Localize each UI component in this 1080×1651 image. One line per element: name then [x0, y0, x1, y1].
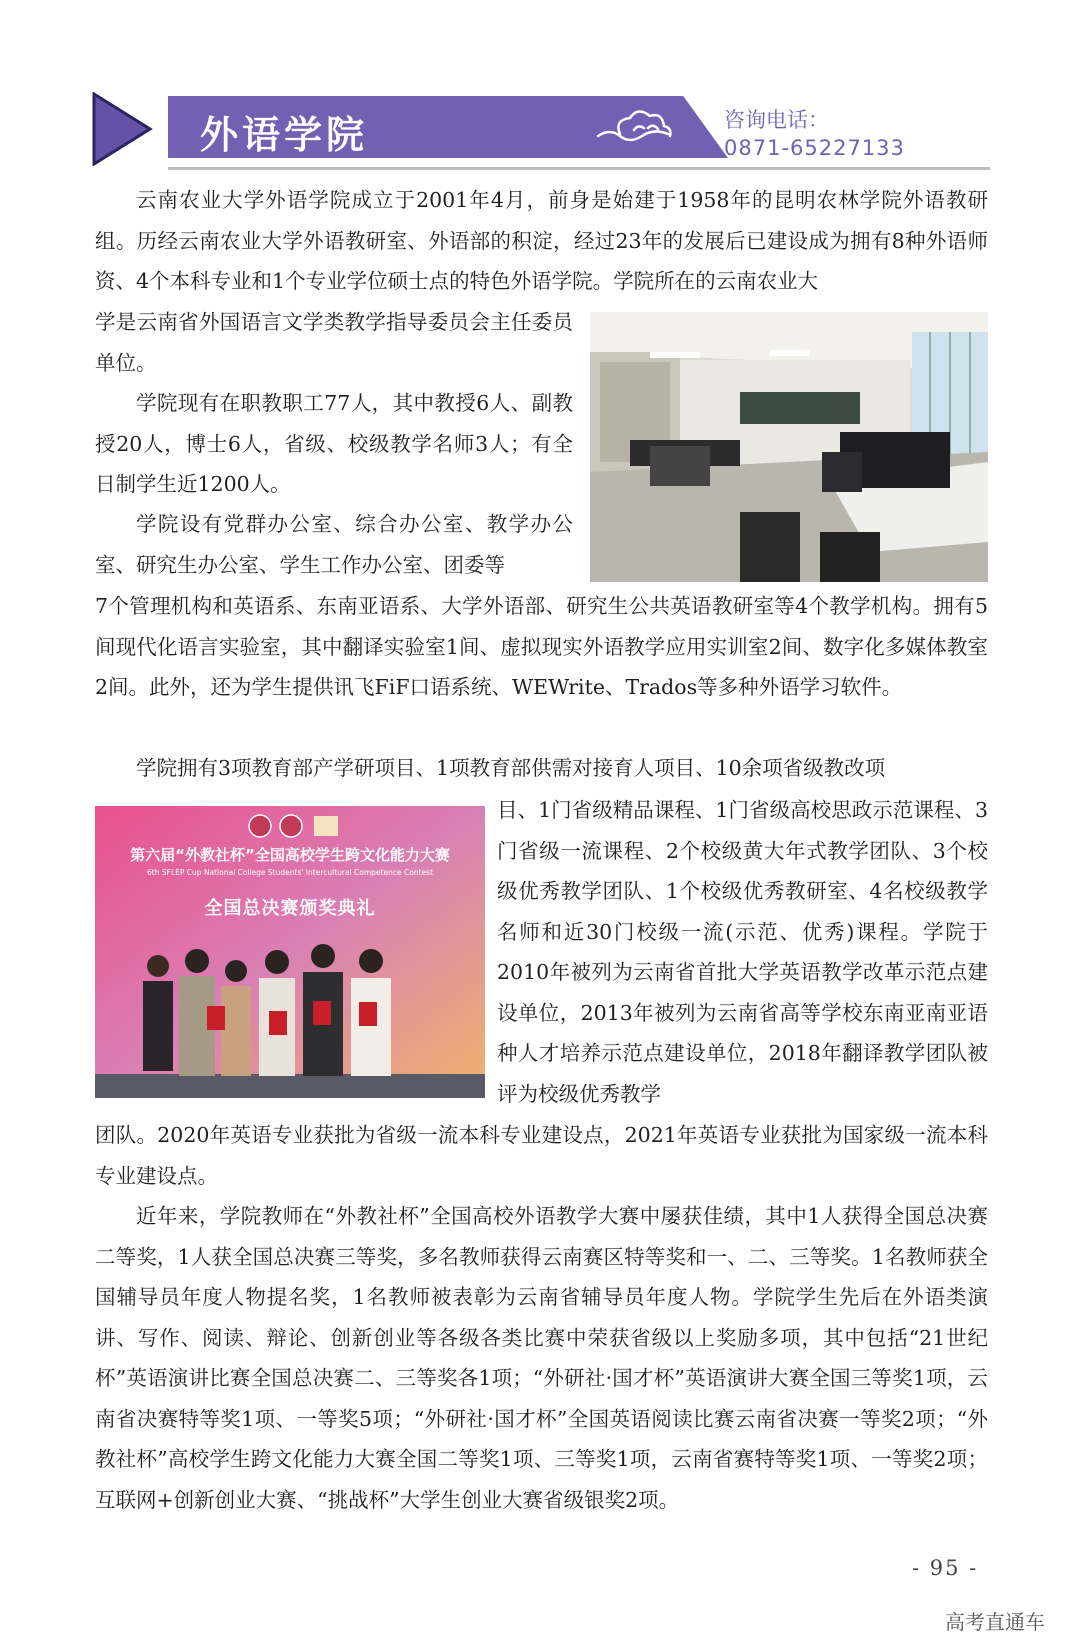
classroom-photo	[590, 312, 988, 582]
contact-label: 咨询电话：	[724, 108, 829, 132]
banner-ceremony: 全国总决赛颁奖典礼	[204, 898, 376, 919]
page-title: 外语学院	[200, 113, 369, 157]
paragraph-staff: 学院现有在职教职工77人，其中教授6人、副教授20人，博士6人，省级、校级教学名师3人；有全日制学生近1200人。	[95, 391, 573, 496]
award-ceremony-photo	[95, 806, 485, 1098]
contact-info	[724, 106, 905, 162]
paragraph-projects: 学院拥有3项教育部产学研项目、1项教育部供需对接育人项目、10余项省级教改项	[136, 756, 886, 780]
header-divider	[168, 167, 990, 170]
watermark-text: 高考直通车	[945, 1610, 1045, 1634]
banner-title: 第六届“外教社杯”全国高校学生跨文化能力大赛	[130, 846, 450, 864]
contact-phone: 0871-65227133	[724, 136, 905, 160]
paragraph-projects-cont: 目、1门省级精品课程、1门省级高校思政示范课程、3门省级一流课程、2个校级黄大年式教学团队、3个校级优秀教学团队、1个校级优秀教研室、4名校级教学名师和近30门校级一流(示范、优秀)课程。学院于2010年被列为云南省首批大学英语教学改革示范点建设单位，2013年被列为云南省高等学校东南亚南亚语种人才培养示范点建设单位，2018年翻译教学团队被评为校级优秀教学	[497, 798, 988, 1106]
page-number: - 95 -	[912, 1556, 979, 1580]
paragraph-intro: 云南农业大学外语学院成立于2001年4月，前身是始建于1958年的昆明农林学院外语教研组。历经云南农业大学外语教研室、外语部的积淀，经过23年的发展后已建设成为拥有8种外语师资、4个本科专业和1个专业学位硕士点的特色外语学院。学院所在的云南农业大	[95, 188, 988, 293]
paragraph-offices: 学院设有党群办公室、综合办公室、教学办公室、研究生办公室、学生工作办公室、团委等	[95, 512, 573, 577]
cloud-ornament-icon	[590, 108, 680, 148]
paragraph-offices-cont: 7个管理机构和英语系、东南亚语系、大学外语部、研究生公共英语教研室等4个教学机构。拥有5间现代化语言实验室，其中翻译实验室1间、虚拟现实外语教学应用实训室2间、数字化多媒体教室2间。此外，还为学生提供讯飞FiF口语系统、WEWrite、Trados等多种外语学习软件。	[95, 594, 988, 699]
banner-subtitle: 6th SFLEP Cup National College Students' Intercultural Competence Contest	[147, 868, 433, 877]
paragraph-projects-end: 团队。2020年英语专业获批为省级一流本科专业建设点，2021年英语专业获批为国家级一流本科专业建设点。	[95, 1123, 988, 1188]
paragraph-awards: 近年来，学院教师在“外教社杯”全国高校外语教学大赛中屡获佳绩，其中1人获得全国总决赛二等奖，1人获全国总决赛三等奖，多名教师获得云南赛区特等奖和一、二、三等奖。1名教师获全国辅导员年度人物提名奖，1名教师被表彰为云南省辅导员年度人物。学院学生先后在外语类演讲、写作、阅读、辩论、创新创业等各级各类比赛中荣获省级以上奖励多项，其中包括“21世纪杯”英语演讲比赛全国总决赛二、三等奖各1项；“外研社·国才杯”英语演讲大赛全国三等奖1项，云南省决赛特等奖1项、一等奖5项；“外研社·国才杯”全国英语阅读比赛云南省决赛一等奖2项；“外教社杯”高校学生跨文化能力大赛全国二等奖1项、三等奖1项，云南省赛特等奖1项、一等奖2项；互联网+创新创业大赛、“挑战杯”大学生创业大赛省级银奖2项。	[95, 1204, 988, 1512]
paragraph-intro-cont: 学是云南省外国语言文学类教学指导委员会主任委员单位。	[95, 310, 573, 375]
header-arrow-icon	[92, 92, 154, 166]
